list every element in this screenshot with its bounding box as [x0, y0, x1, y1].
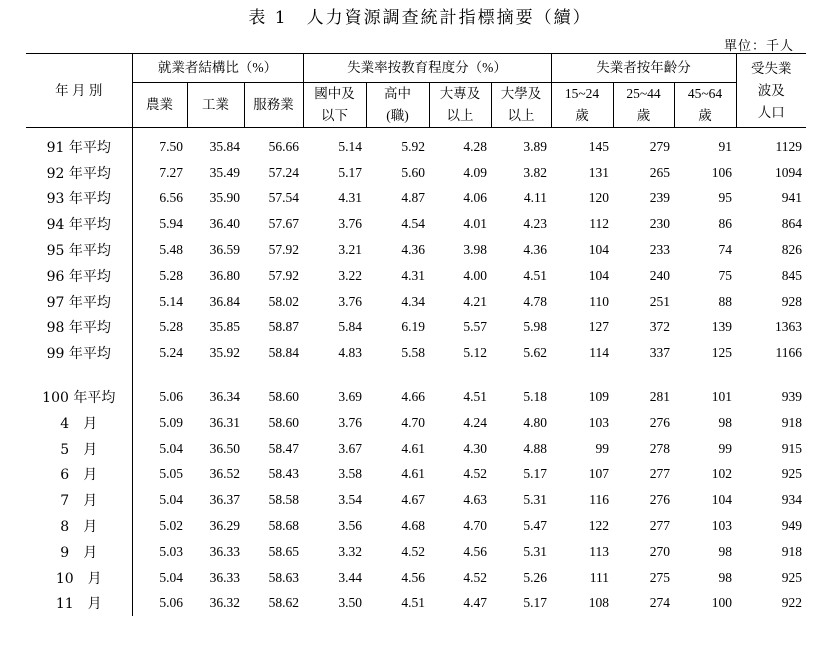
table-cell: 5.06 [159, 389, 183, 405]
table-cell: 949 [781, 518, 803, 534]
table-cell: 5.94 [159, 216, 183, 232]
table-cell: 5.26 [523, 569, 548, 585]
table-cell: 5.04 [159, 492, 183, 508]
header-age2-line2: 歲 [636, 108, 651, 123]
header-age1-line2: 歲 [575, 108, 589, 123]
table-cell: 251 [649, 293, 671, 309]
table-cell: 36.59 [209, 242, 240, 258]
table-cell: 4.80 [523, 414, 548, 430]
table-cell: 270 [649, 543, 671, 559]
table-cell: 337 [649, 345, 671, 361]
table-row [26, 591, 806, 617]
table-cell: 4.23 [523, 216, 548, 232]
table-cell: 5.47 [523, 518, 548, 534]
table-cell: 4.30 [463, 440, 488, 456]
table-cell: 5.24 [159, 345, 183, 361]
header-affected-line1: 受失業 [751, 60, 792, 76]
header-age3-line1: 45~64 [687, 86, 723, 101]
table-cell: 5.02 [159, 518, 183, 534]
table-cell: 5.28 [159, 267, 183, 283]
table-cell: 58.02 [268, 293, 300, 309]
stats-table [26, 53, 806, 616]
table-cell: 274 [649, 595, 671, 611]
table-cell: 3.89 [523, 138, 548, 154]
table-cell: 265 [649, 164, 671, 180]
table-row [26, 186, 806, 212]
table-cell: 58.47 [268, 440, 300, 456]
row-label: 8 月 [26, 513, 132, 539]
header-senior-line1: 高中 [384, 86, 412, 101]
table-cell: 277 [649, 518, 671, 534]
header-affected-population [736, 54, 806, 128]
table-cell: 99 [595, 440, 610, 456]
table-cell: 4.36 [401, 242, 426, 258]
table-row [26, 539, 806, 565]
table-cell: 5.98 [523, 319, 548, 335]
table-cell: 120 [588, 190, 610, 206]
table-cell: 5.04 [159, 440, 183, 456]
table-cell: 108 [588, 595, 610, 611]
table-title: 表 1 人力資源調查統計指標摘要（續） [248, 8, 592, 28]
table-row [26, 315, 806, 341]
table-cell: 112 [589, 216, 610, 232]
table-cell: 113 [589, 543, 610, 559]
table-cell: 35.85 [209, 319, 240, 335]
table-cell: 36.37 [209, 492, 240, 508]
header-senior-line2: (職) [386, 108, 409, 123]
row-label: 92 年平均 [26, 160, 132, 186]
spacer-cell [132, 366, 806, 384]
table-cell: 4.28 [463, 138, 488, 154]
table-cell: 4.61 [401, 466, 426, 482]
table-body [26, 128, 806, 617]
header-junior-high [303, 83, 366, 128]
table-cell: 36.50 [209, 440, 240, 456]
table-cell: 928 [781, 293, 803, 309]
table-cell: 3.98 [463, 242, 488, 258]
table-cell: 5.62 [523, 345, 548, 361]
table-cell: 139 [711, 319, 733, 335]
table-row [26, 160, 806, 186]
unit-label: 單位：千人 [723, 39, 794, 54]
row-label: 97 年平均 [26, 289, 132, 315]
table-cell: 56.66 [268, 138, 300, 154]
header-age3-line2: 歲 [698, 108, 712, 123]
table-cell: 5.57 [463, 319, 488, 335]
table-cell: 275 [649, 569, 671, 585]
table-cell: 36.29 [209, 518, 240, 534]
table-cell: 125 [711, 345, 733, 361]
table-cell: 918 [781, 543, 803, 559]
table-cell: 5.17 [338, 164, 363, 180]
table-cell: 3.44 [338, 569, 363, 585]
table-cell: 5.06 [159, 595, 183, 611]
table-cell: 103 [711, 518, 733, 534]
table-row [26, 436, 806, 462]
table-cell: 3.58 [338, 466, 363, 482]
table-cell: 5.58 [401, 345, 426, 361]
header-college-line1: 大專及 [439, 86, 481, 101]
table-cell: 922 [781, 595, 803, 611]
table-cell: 4.68 [401, 518, 426, 534]
table-cell: 75 [718, 267, 733, 283]
table-cell: 35.84 [209, 138, 240, 154]
table-cell: 915 [781, 440, 803, 456]
table-cell: 98 [718, 543, 733, 559]
table-cell: 281 [649, 389, 671, 405]
table-cell: 4.56 [463, 543, 488, 559]
table-cell: 4.09 [463, 164, 488, 180]
table-cell: 5.28 [159, 319, 183, 335]
row-label: 5 月 [26, 436, 132, 462]
table-cell: 122 [588, 518, 610, 534]
table-cell: 4.36 [523, 242, 548, 258]
table-cell: 5.14 [338, 138, 363, 154]
header-junior-line1: 國中及 [314, 86, 355, 101]
table-cell: 277 [649, 466, 671, 482]
table-cell: 4.88 [523, 440, 548, 456]
table-cell: 111 [589, 569, 610, 585]
table-cell: 934 [781, 492, 803, 508]
table-cell: 4.61 [401, 440, 426, 456]
table-row [26, 410, 806, 436]
table-cell: 5.18 [523, 389, 548, 405]
table-cell: 104 [588, 242, 610, 258]
table-cell: 57.24 [268, 164, 300, 180]
header-univ-line1: 大學及 [500, 86, 542, 101]
table-cell: 6.19 [401, 319, 426, 335]
table-row [26, 289, 806, 315]
table-cell: 279 [649, 138, 671, 154]
table-cell: 36.52 [209, 466, 240, 482]
table-cell: 4.54 [401, 216, 426, 232]
table-cell: 278 [649, 440, 671, 456]
row-label: 96 年平均 [26, 263, 132, 289]
table-cell: 4.31 [401, 267, 426, 283]
table-cell: 1166 [775, 345, 803, 361]
table-cell: 4.21 [463, 293, 488, 309]
table-cell: 58.58 [268, 492, 300, 508]
table-cell: 36.32 [209, 595, 240, 611]
table-cell: 57.92 [268, 267, 300, 283]
table-cell: 3.67 [338, 440, 363, 456]
header-university [491, 83, 551, 128]
table-cell: 4.34 [401, 293, 426, 309]
row-label: 93 年平均 [26, 186, 132, 212]
table-cell: 58.68 [268, 518, 300, 534]
table-cell: 276 [649, 492, 671, 508]
table-cell: 91 [718, 138, 733, 154]
table-cell: 4.63 [463, 492, 488, 508]
table-cell: 74 [718, 242, 733, 258]
table-cell: 36.31 [209, 414, 240, 430]
table-row [26, 462, 806, 488]
table-cell: 230 [649, 216, 671, 232]
table-cell: 925 [781, 466, 803, 482]
row-label: 9 月 [26, 539, 132, 565]
table-cell: 58.60 [268, 389, 300, 405]
header-junior-line2: 以下 [321, 108, 349, 123]
header-college [429, 83, 491, 128]
header-age-45-64 [674, 83, 736, 128]
table-cell: 107 [588, 466, 610, 482]
row-label: 7 月 [26, 487, 132, 513]
header-age-25-44 [613, 83, 674, 128]
table-cell: 36.84 [209, 293, 240, 309]
table-cell: 86 [718, 216, 733, 232]
table-cell: 1363 [775, 319, 803, 335]
table-cell: 35.90 [209, 190, 240, 206]
table-cell: 925 [781, 569, 803, 585]
row-label: 6 月 [26, 462, 132, 488]
table-cell: 57.67 [268, 216, 300, 232]
table-cell: 4.52 [463, 569, 488, 585]
header-year-month: 年 月 別 [26, 54, 132, 128]
table-cell: 58.87 [268, 319, 300, 335]
table-cell: 4.87 [401, 190, 426, 206]
header-age-15-24 [551, 83, 613, 128]
header-industry: 工業 [187, 83, 244, 128]
table-cell: 7.27 [159, 164, 183, 180]
table-cell: 36.33 [209, 569, 240, 585]
table-cell: 5.17 [523, 466, 548, 482]
table-cell: 5.60 [401, 164, 426, 180]
table-cell: 3.76 [338, 293, 363, 309]
table-cell: 101 [711, 389, 733, 405]
table-cell: 57.92 [268, 242, 300, 258]
table-cell: 826 [781, 242, 803, 258]
table-row [26, 487, 806, 513]
table-row [26, 384, 806, 410]
header-age2-line1: 25~44 [626, 86, 661, 101]
table-cell: 109 [588, 389, 610, 405]
table-cell: 4.01 [463, 216, 488, 232]
header-agriculture: 農業 [132, 83, 187, 128]
row-label: 11 月 [26, 591, 132, 617]
table-cell: 4.66 [401, 389, 426, 405]
table-row [26, 128, 806, 160]
table-cell: 5.84 [338, 319, 363, 335]
table-row [26, 237, 806, 263]
table-cell: 4.11 [523, 190, 548, 206]
header-employment-structure: 就業者結構比（%） [132, 54, 303, 83]
table-cell: 36.80 [209, 267, 240, 283]
table-cell: 104 [711, 492, 733, 508]
table-cell: 372 [649, 319, 671, 335]
row-label: 100 年平均 [26, 384, 132, 410]
spacer-label [26, 366, 132, 384]
table-row [26, 211, 806, 237]
header-unemployment-education: 失業率按教育程度分（%） [303, 54, 551, 83]
row-label: 94 年平均 [26, 211, 132, 237]
table-cell: 36.33 [209, 543, 240, 559]
header-age1-line1: 15~24 [564, 86, 600, 101]
table-cell: 36.34 [209, 389, 240, 405]
row-label: 10 月 [26, 565, 132, 591]
table-cell: 5.48 [159, 242, 183, 258]
table-cell: 104 [588, 267, 610, 283]
table-cell: 3.69 [338, 389, 363, 405]
table-cell: 3.54 [338, 492, 363, 508]
table-cell: 88 [718, 293, 733, 309]
table-cell: 4.70 [401, 414, 426, 430]
row-label: 99 年平均 [26, 340, 132, 366]
table-cell: 116 [589, 492, 610, 508]
table-cell: 7.50 [159, 138, 183, 154]
header-college-line2: 以上 [446, 108, 474, 123]
table-cell: 5.03 [159, 543, 183, 559]
table-cell: 100 [711, 595, 733, 611]
table-cell: 4.51 [463, 389, 488, 405]
table-cell: 98 [718, 414, 733, 430]
table-cell: 3.21 [338, 242, 363, 258]
table-cell: 58.62 [268, 595, 300, 611]
table-cell: 4.06 [463, 190, 488, 206]
table-cell: 106 [711, 164, 733, 180]
table-cell: 4.31 [338, 190, 363, 206]
table-cell: 36.40 [209, 216, 240, 232]
table-cell: 58.63 [268, 569, 300, 585]
table-cell: 941 [781, 190, 803, 206]
table-cell: 239 [649, 190, 671, 206]
table-cell: 1094 [775, 164, 803, 180]
table-cell: 939 [781, 389, 803, 405]
header-affected-line2: 波及 [757, 82, 785, 98]
table-cell: 4.56 [401, 569, 426, 585]
table-cell: 5.31 [523, 543, 548, 559]
row-label: 98 年平均 [26, 315, 132, 341]
table-cell: 5.17 [523, 595, 548, 611]
table-cell: 4.70 [463, 518, 488, 534]
table-cell: 240 [649, 267, 671, 283]
row-spacer [26, 366, 806, 384]
table-cell: 5.14 [159, 293, 183, 309]
row-label: 4 月 [26, 410, 132, 436]
table-cell: 4.51 [401, 595, 426, 611]
header-service: 服務業 [244, 83, 303, 128]
table-cell: 4.51 [523, 267, 548, 283]
table-cell: 3.56 [338, 518, 363, 534]
table-cell: 4.47 [463, 595, 488, 611]
table-cell: 864 [781, 216, 803, 232]
table-row [26, 565, 806, 591]
table-cell: 102 [711, 466, 733, 482]
table-cell: 58.60 [268, 414, 300, 430]
table-cell: 57.54 [268, 190, 300, 206]
header-unemployed-age: 失業者按年齡分 [551, 54, 736, 83]
table-cell: 110 [589, 293, 610, 309]
table-cell: 3.50 [338, 595, 363, 611]
table-cell: 5.92 [401, 138, 426, 154]
table-cell: 114 [589, 345, 610, 361]
table-cell: 58.43 [268, 466, 300, 482]
row-label: 91 年平均 [26, 128, 132, 160]
table-cell: 4.78 [523, 293, 548, 309]
table-cell: 6.56 [159, 190, 183, 206]
table-cell: 5.04 [159, 569, 183, 585]
table-cell: 3.76 [338, 216, 363, 232]
table-cell: 3.22 [338, 267, 363, 283]
table-cell: 145 [588, 138, 610, 154]
table-cell: 5.31 [523, 492, 548, 508]
table-cell: 103 [588, 414, 610, 430]
table-cell: 276 [649, 414, 671, 430]
table-cell: 35.49 [209, 164, 240, 180]
table-cell: 95 [718, 190, 733, 206]
table-cell: 3.76 [338, 414, 363, 430]
table-row [26, 513, 806, 539]
table-cell: 4.24 [463, 414, 488, 430]
table-cell: 233 [649, 242, 671, 258]
table-cell: 35.92 [209, 345, 240, 361]
table-cell: 1129 [775, 138, 803, 154]
table-cell: 4.00 [463, 267, 488, 283]
row-label: 95 年平均 [26, 237, 132, 263]
header-univ-line2: 以上 [507, 108, 535, 123]
table-cell: 4.52 [463, 466, 488, 482]
table-cell: 3.82 [523, 164, 548, 180]
table-cell: 58.65 [268, 543, 300, 559]
table-cell: 98 [718, 569, 733, 585]
table-cell: 127 [588, 319, 610, 335]
table-row [26, 263, 806, 289]
table-cell: 845 [781, 267, 803, 283]
table-cell: 58.84 [268, 345, 300, 361]
table-row [26, 340, 806, 366]
table-cell: 4.83 [338, 345, 363, 361]
header-senior-high [366, 83, 429, 128]
table-cell: 4.52 [401, 543, 426, 559]
header-affected-line3: 人口 [757, 104, 785, 120]
table-cell: 4.67 [401, 492, 426, 508]
table-cell: 5.05 [159, 466, 183, 482]
table-cell: 131 [588, 164, 610, 180]
table-cell: 918 [781, 414, 803, 430]
table-cell: 5.12 [463, 345, 488, 361]
table-cell: 3.32 [338, 543, 363, 559]
table-cell: 5.09 [159, 414, 183, 430]
table-cell: 99 [718, 440, 733, 456]
